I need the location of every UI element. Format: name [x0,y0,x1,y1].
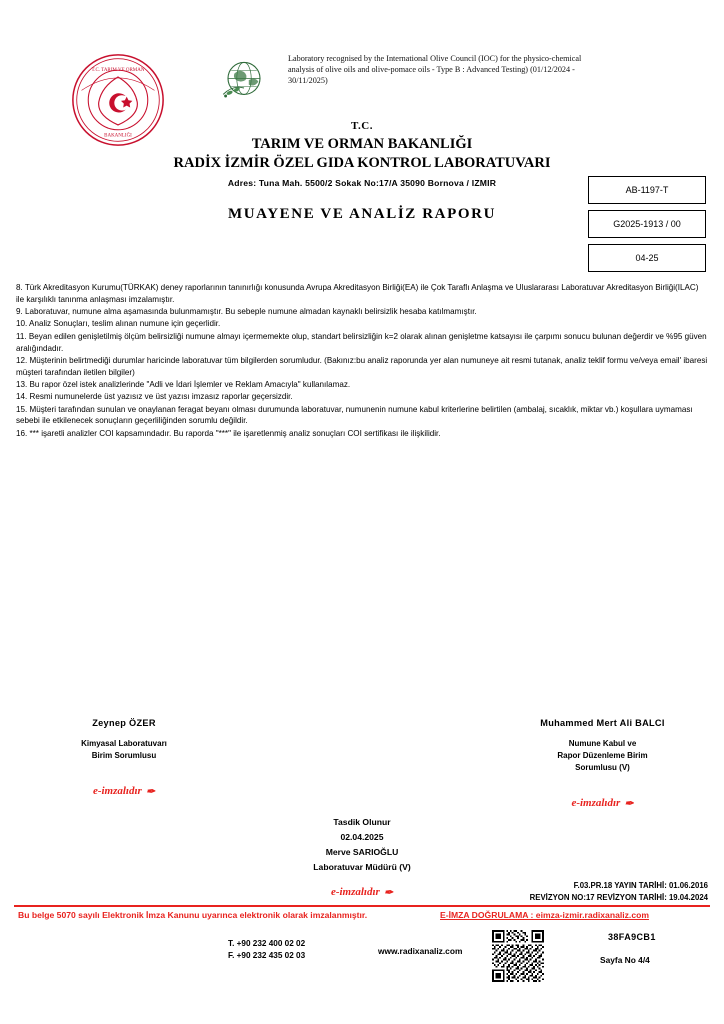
e-signature-mark [495,796,710,809]
document-hash: 38FA9CB1 [608,932,656,942]
svg-text:BAKANLIĞI: BAKANLIĞI [104,133,132,139]
e-signature-text: e-imzalıdır [571,797,621,809]
laboratory-title: RADİX İZMİR ÖZEL GIDA KONTROL LABORATUVARI [173,155,551,171]
qr-code [492,930,544,982]
note-item: 10. Analiz Sonuçları, teslim alınan numune için geçerlidir. [16,319,221,329]
accreditation-code-boxes [588,176,706,278]
revision-line: F.03.PR.18 YAYIN TARİHİ: 01.06.2016 [573,881,708,890]
approval-date: 02.04.2025 [340,832,384,843]
signatory-role-line: Numune Kabul ve [568,739,637,748]
report-period: 04-25 [588,244,706,272]
signatory-role [495,738,710,774]
note-item: 9. Laboratuvar, numune alma aşamasında bulunmamıştır. Bu sebeple numune almadan kaynaklı belirsizlik hesaba katılmamıştır. [16,307,477,317]
e-signature-mark [24,784,224,797]
approval-name: Merve SARIOĞLU [325,847,399,858]
note-item: 8. Türk Akreditasyon Kurumu(TÜRKAK) deney raporlarının tanınırlığı konusunda Avrupa Akreditasyon Birliği(EA) ile Çok Taraflı Anlaşma ve Uluslararası Laboratuvar Akreditasyon Birliği(ILAC) ile karşılıklı tanınma anlaşması imzalamıştır. [16,283,699,304]
pen-icon: ✒ [624,798,634,810]
approval-label: Tasdik Olunur [333,817,391,827]
signatory-role-line: Rapor Düzenleme Birim [557,751,648,760]
e-signature-verification-link[interactable]: E-İMZA DOĞRULAMA : eimza-izmir.radixanaliz.com [440,910,649,920]
signatory-name: Muhammed Mert Ali BALCI [540,718,665,728]
note-item: 15. Müşteri tarafından sunulan ve onaylanan feragat beyanı olması durumunda laboratuvar, numunenin numune kabul kriterlerine belirtilen (ambalaj, sıcaklık, miktar vb.) koşullara uymaması sebebi ile etkilenecek sonuçların geçerliliğinden sorumlu değildir. [16,404,693,426]
note-item: 16. *** işaretli analizler COI kapsamındadır. Bu raporda "***" ile işaretlenmiş analiz sonuçları COI sertifikası ile ilişkilidir. [16,428,441,438]
website-link[interactable]: www.radixanaliz.com [378,946,463,956]
note-item: 14. Resmi numunelerde üst yazısız ve üst yazısı imzasız raporlar geçersizdir. [16,392,293,402]
signature-block-left [24,718,224,797]
note-item: 13. Bu rapor özel istek analizlerinde "Adli ve İdari İşlemler ve Reklam Amacıyla" kullanılamaz. [16,380,351,389]
signatory-role-line: Sorumlusu (V) [575,763,630,772]
approval-role: Laboratuvar Müdürü (V) [313,862,411,873]
revision-line: REVİZYON NO:17 REVİZYON TARİHİ: 19.04.2024 [529,892,708,902]
report-number: G2025-1913 / 00 [588,210,706,238]
ministry-emblem-icon [70,52,166,148]
phone-tel: T. +90 232 400 02 02 [228,939,306,948]
page-title: MUAYENE VE ANALİZ RAPORU [227,206,496,222]
laboratory-address: Adres: Tuna Mah. 5500/2 Sokak No:17/A 35090 Bornova / IZMIR [227,178,497,188]
page-number: Sayfa No 4/4 [600,955,650,965]
signatory-name: Zeynep ÖZER [92,718,156,728]
ioc-recognition-note: Laboratory recognised by the International Olive Council (IOC) for the physico-chemical analysis of olive oils and olive-pomace oils - Type B : Advanced Testing) (01/12/2024 - 30/11/2025) [288,54,582,85]
ministry-title: TARIM VE ORMAN BAKANLIĞI [251,136,473,152]
report-notes [16,282,708,440]
e-signature-text: e-imzalıdır [330,886,380,899]
pen-icon: ✒ [383,887,394,900]
signatory-role-line: Birim Sorumlusu [91,751,157,760]
pen-icon: ✒ [145,786,156,798]
footer-legal-notice: Bu belge 5070 sayılı Elektronik İmza Kanunu uyarınca elektronik olarak imzalanmıştır. [18,910,368,920]
signatory-role [24,738,224,762]
signatory-role-line: Kimyasal Laboratuvarı [81,739,167,748]
tc-label: T.C. [351,120,373,132]
revision-info [530,880,708,903]
accreditation-code: AB-1197-T [588,176,706,204]
signature-block-right [495,718,710,809]
e-signature-text: e-imzalıdır [92,785,142,797]
phone-fax: F. +90 232 435 02 03 [228,951,306,961]
svg-text:T.C. TARIM VE ORMAN: T.C. TARIM VE ORMAN [91,68,145,74]
contact-phone [228,938,305,963]
note-item: 12. Müşterinin belirtmediği durumlar haricinde laboratuvar tüm bilgilerden sorumludur. (Bakınız:bu analiz raporunda yer alan numuneye ait resmi tutanak, analiz teklif formu ve/veya email' ibaresi müşteri tarafından iletilen bilgiler) [16,355,708,377]
note-item: 11. Beyan edilen genişletilmiş ölçüm belirsizliği numune almayı içermemekte olup, standart belirsizliğin k=2 olarak alınan genişletme katsayısı ile çarpımı sonucu bulunan değerdir ve %95 güven aralığındadır. [16,331,707,353]
footer-divider [14,905,710,907]
ioc-logo-icon [212,56,276,104]
